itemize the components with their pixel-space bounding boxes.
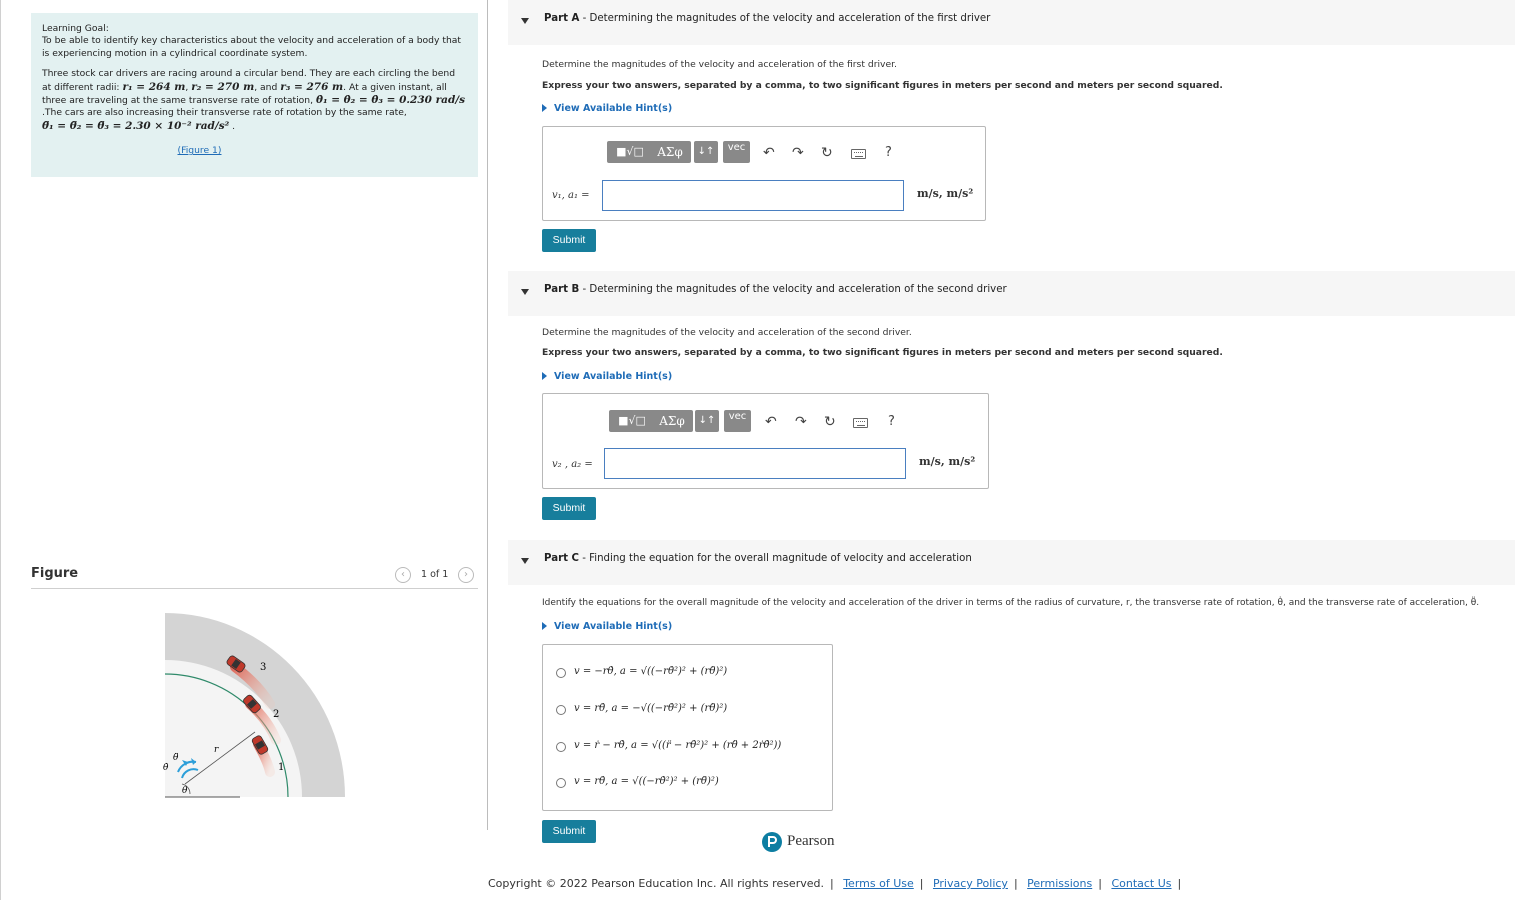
- goal-instant-text: . At a given instant, all three are traveling at the same transverse rate of rotation,: [42, 81, 447, 107]
- undo-icon[interactable]: ↶: [763, 145, 775, 161]
- part-b-answer-input[interactable]: [604, 448, 906, 479]
- reset-icon[interactable]: ↻: [821, 145, 833, 161]
- theta-ddot-label: θ̈: [173, 753, 179, 763]
- part-b-answer-box: [542, 393, 989, 489]
- car2-label: 2: [273, 709, 280, 720]
- car1-label: 1: [278, 762, 285, 773]
- part-b-question: Determine the magnitudes of the velocity and acceleration of the second driver.: [542, 327, 912, 338]
- part-b-hint-text: View Available Hint(s): [554, 371, 673, 382]
- theta-dot-label: θ̇: [163, 763, 169, 773]
- part-b-answer-label: v₂ , a₂ =: [552, 459, 593, 470]
- goal-increase-paragraph: .The cars are also increasing their transverse rate of rotation by the same rate, θ̈₁ = θ̈₂ = θ̈₃ = 2.30 × 10⁻² rad/s² .: [42, 107, 407, 132]
- part-c-hint-text: View Available Hint(s): [554, 621, 673, 632]
- part-a-submit-button[interactable]: Submit: [542, 229, 596, 252]
- keyboard-icon[interactable]: [851, 149, 866, 159]
- hint-triangle-icon: [542, 372, 547, 380]
- part-b-title: [544, 284, 1007, 295]
- part-a-letter: Part A: [544, 13, 580, 24]
- chevron-right-icon: ›: [464, 569, 468, 580]
- part-b-hint-link[interactable]: [542, 371, 672, 382]
- contact-us-link[interactable]: Contact Us: [1111, 877, 1172, 890]
- collapse-caret-icon: [521, 289, 529, 295]
- part-a-answer-label: v₁, a₁ =: [552, 190, 590, 201]
- goal-intro: Three stock car drivers are racing around a circular bend. They are each circling the bend at different radii:: [42, 68, 456, 93]
- figure-header: [31, 563, 478, 589]
- chevron-left-icon: ‹: [401, 569, 405, 580]
- part-a-answer-box: [542, 126, 986, 221]
- reset-icon[interactable]: ↻: [824, 414, 836, 430]
- radio-button[interactable]: [556, 668, 566, 678]
- radius-label: r: [214, 745, 219, 755]
- goal-increase-text: .The cars are also increasing their transverse rate of rotation by the same rate,: [42, 107, 407, 119]
- figure-next-button[interactable]: [458, 567, 474, 583]
- goal-theta-dot: θ̇₁ = θ̇₂ = θ̇₃ = 0.230 rad/s: [315, 94, 466, 107]
- terms-of-use-link[interactable]: Terms of Use: [843, 877, 914, 890]
- part-b-header[interactable]: [508, 271, 1515, 316]
- part-a-title: [544, 13, 990, 24]
- pearson-logo-icon: [762, 832, 782, 852]
- option-3-equation: v = ṙ − rθ̇, a = √((r̈ − rθ̇²)² + (rθ̈ + 2ṙθ̇²)): [574, 740, 782, 751]
- radio-button[interactable]: [556, 778, 566, 788]
- left-edge-divider: [0, 0, 1, 900]
- goal-heading: Learning Goal:: [42, 23, 109, 34]
- figure-1-link[interactable]: (Figure 1): [177, 145, 222, 157]
- greek-symbols-button[interactable]: ΑΣφ: [649, 141, 691, 163]
- part-c-letter: Part C: [544, 553, 579, 564]
- hint-triangle-icon: [542, 622, 547, 630]
- fraction-sqrt-template-button[interactable]: ■√□: [607, 141, 653, 163]
- vector-button[interactable]: vec: [723, 141, 750, 163]
- part-a-instruction: Express your two answers, separated by a comma, to two significant figures in meters per second and meters per second squared.: [542, 80, 1223, 91]
- part-c-submit-clip: [542, 820, 596, 837]
- option-2-equation: v = rθ̇, a = −√((−rθ̇²)² + (rθ̈)²): [574, 703, 728, 714]
- learning-goal-panel: [31, 13, 478, 177]
- greek-symbols-button[interactable]: ΑΣφ: [651, 410, 693, 432]
- figure-counter: 1 of 1: [421, 569, 449, 580]
- hint-triangle-icon: [542, 104, 547, 112]
- part-a-hint-link[interactable]: [542, 103, 672, 114]
- option-1-equation: v = −rθ̇, a = √((−rθ̇²)² + (rθ̈)²): [574, 666, 728, 677]
- radio-button[interactable]: [556, 705, 566, 715]
- part-b-letter: Part B: [544, 284, 580, 295]
- goal-r1: r₁ = 264 m: [122, 80, 186, 93]
- part-a-header[interactable]: [508, 0, 1515, 45]
- part-c-title: [544, 553, 972, 564]
- subscript-superscript-button[interactable]: ↓↑: [694, 141, 718, 163]
- part-b-instruction: Express your two answers, separated by a comma, to two significant figures in meters per second and meters per second squared.: [542, 347, 1223, 358]
- goal-intro-paragraph: Three stock car drivers are racing around a circular bend. They are each circling the bend at different radii: r₁ = 264 m, r₂ = 270 m, and r₃ = 276 m. At a given instant, all three are traveling at the same transverse rate of rotation, θ̇₁ = θ̇₂ = θ̇₃ = 0.230 rad/s: [42, 68, 466, 107]
- figure-image-race-track: [160, 612, 350, 802]
- part-a-units: m/s, m/s²: [917, 187, 974, 200]
- goal-r2: r₂ = 270 m: [191, 80, 255, 93]
- part-c-hint-link[interactable]: [542, 621, 672, 632]
- help-icon[interactable]: ?: [885, 145, 892, 160]
- part-c-submit-button[interactable]: Submit: [542, 820, 596, 843]
- goal-text: To be able to identify key characteristics about the velocity and acceleration of a body that is experiencing motion in a cylindrical coordinate system.: [42, 35, 462, 59]
- panel-splitter[interactable]: [487, 0, 488, 830]
- fraction-sqrt-template-button[interactable]: ■√□: [609, 410, 655, 432]
- help-icon[interactable]: ?: [888, 414, 895, 429]
- part-a-title-text: - Determining the magnitudes of the velocity and acceleration of the first driver: [579, 13, 991, 24]
- copyright-text: Copyright © 2022 Pearson Education Inc. All rights reserved.: [488, 877, 824, 890]
- undo-icon[interactable]: ↶: [765, 414, 777, 430]
- radio-button[interactable]: [556, 742, 566, 752]
- part-c-question: Identify the equations for the overall magnitude of the velocity and acceleration of the driver in terms of the radius of curvature, r, the transverse rate of rotation, θ̇, and the transverse rate of acceleration, θ̈.: [542, 598, 1480, 608]
- part-a-hint-text: View Available Hint(s): [554, 103, 673, 114]
- figure-title: Figure: [31, 566, 79, 581]
- collapse-caret-icon: [521, 558, 529, 564]
- footer: Copyright © 2022 Pearson Education Inc. All rights reserved. | Terms of Use | Privacy Policy | Permissions | Contact Us |: [488, 877, 1182, 890]
- part-a-answer-input[interactable]: [602, 180, 904, 211]
- part-c-header[interactable]: [508, 540, 1515, 585]
- goal-r3: r₃ = 276 m: [280, 80, 344, 93]
- vector-button[interactable]: vec: [724, 410, 751, 432]
- part-b-title-text: - Determining the magnitudes of the velocity and acceleration of the second driver: [579, 284, 1007, 295]
- car3-label: 3: [260, 662, 267, 673]
- keyboard-icon[interactable]: [853, 418, 868, 428]
- goal-theta-ddot: θ̈₁ = θ̈₂ = θ̈₃ = 2.30 × 10⁻² rad/s²: [42, 119, 230, 132]
- subscript-superscript-button[interactable]: ↓↑: [695, 410, 719, 432]
- option-4-equation: v = rθ̇, a = √((−rθ̇²)² + (rθ̈)²): [574, 776, 719, 787]
- part-b-submit-button[interactable]: Submit: [542, 497, 596, 520]
- theta-label: θ: [182, 786, 188, 796]
- pearson-brand: Pearson: [787, 833, 835, 849]
- permissions-link[interactable]: Permissions: [1027, 877, 1093, 890]
- figure-prev-button[interactable]: [395, 567, 411, 583]
- part-b-units: m/s, m/s²: [919, 455, 976, 468]
- part-a-question: Determine the magnitudes of the velocity and acceleration of the first driver.: [542, 59, 897, 70]
- redo-icon[interactable]: ↷: [795, 414, 807, 430]
- collapse-caret-icon: [521, 18, 529, 24]
- part-c-title-text: - Finding the equation for the overall magnitude of velocity and acceleration: [578, 553, 972, 564]
- redo-icon[interactable]: ↷: [792, 145, 804, 161]
- privacy-policy-link[interactable]: Privacy Policy: [932, 877, 1008, 890]
